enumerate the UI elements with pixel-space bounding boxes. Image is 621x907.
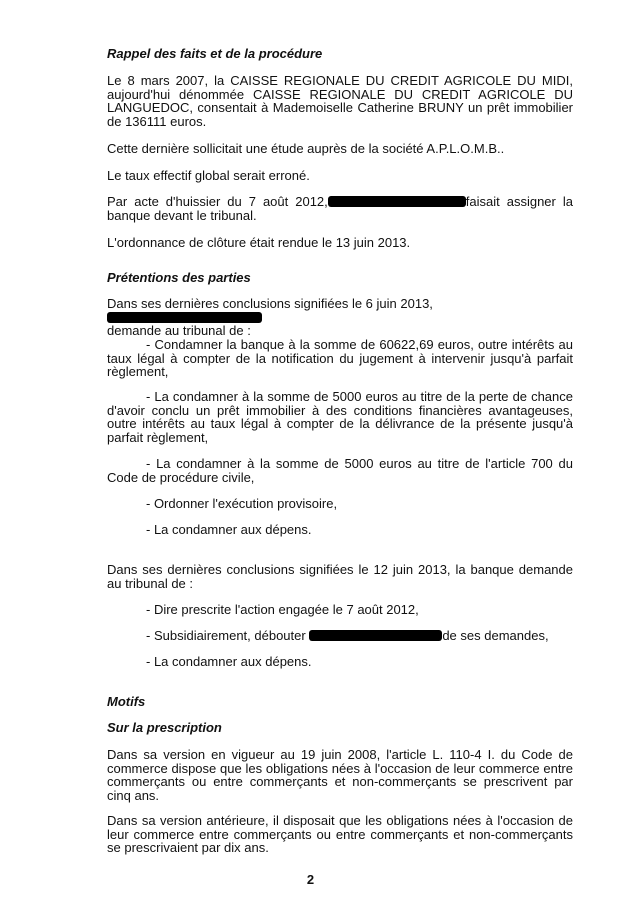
paragraph: Dans sa version en vigueur au 19 juin 2008, l'article L. 110-4 I. du Code de commerce dispose que les obligations nées à l'occasion de leur commerce entre commerçants ou entre commerçants et non-commerçants se prescrivent par cinq ans.: [107, 747, 573, 803]
list-item: - La condamner aux dépens.: [146, 654, 312, 669]
redaction: [107, 312, 262, 323]
text: faisait assigner la banque devant le tribunal.: [107, 194, 573, 223]
list-item: - Condamner la banque à la somme de 60622,69 euros, outre intérêts au taux légal à compter de la notification du jugement à intervenir jusqu'à parfait règlement,: [107, 337, 573, 380]
heading-motifs: Motifs: [107, 694, 146, 709]
text: demande au tribunal de :: [107, 323, 251, 339]
paragraph: L'ordonnance de clôture était rendue le 13 juin 2013.: [107, 235, 411, 250]
paragraph: [107, 297, 573, 338]
heading-pretentions: Prétentions des parties: [107, 270, 251, 285]
subheading-prescription: Sur la prescription: [107, 720, 222, 735]
redaction: [309, 630, 442, 641]
redaction: [328, 196, 466, 207]
paragraph: Le 8 mars 2007, la CAISSE REGIONALE DU CREDIT AGRICOLE DU MIDI, aujourd'hui dénommée CAISSE REGIONALE DU CREDIT AGRICOLE DU LANGUEDOC, consentait à Mademoiselle Catherine BRUNY un prêt immobilier de 136111 euros.: [107, 73, 573, 129]
list-item: - La condamner à la somme de 5000 euros au titre de la perte de chance d'avoir conclu un prêt immobilier à des conditions financières avantageuses, outre intérêts au taux légal à compter de la délivrance de la présente jusqu'à parfait règlement,: [107, 389, 573, 445]
list-item: - Ordonner l'exécution provisoire,: [146, 496, 338, 511]
paragraph: [107, 195, 573, 222]
list-item: - Dire prescrite l'action engagée le 7 août 2012,: [146, 602, 419, 617]
list-item: - La condamner à la somme de 5000 euros au titre de l'article 700 du Code de procédure civile,: [107, 456, 573, 485]
paragraph: Dans ses dernières conclusions signifiées le 12 juin 2013, la banque demande au tribunal de :: [107, 562, 573, 591]
paragraph: Le taux effectif global serait erroné.: [107, 168, 310, 183]
list-item: [107, 629, 573, 643]
page-number: 2: [306, 872, 315, 887]
text: - Subsidiairement, débouter: [146, 628, 306, 643]
heading-rappel: Rappel des faits et de la procédure: [107, 46, 323, 61]
list-item: - La condamner aux dépens.: [146, 522, 312, 537]
paragraph: Dans sa version antérieure, il disposait que les obligations nées à l'occasion de leur commerce entre commerçants ou entre commerçants et non-commerçants se prescrivaient par dix ans.: [107, 813, 573, 856]
paragraph: Cette dernière sollicitait une étude auprès de la société A.P.L.O.M.B..: [107, 141, 505, 156]
text: de ses demandes,: [442, 628, 549, 643]
text: Dans ses dernières conclusions signifiées le 6 juin 2013,: [107, 296, 433, 311]
text: Par acte d'huissier du 7 août 2012,: [107, 194, 328, 209]
